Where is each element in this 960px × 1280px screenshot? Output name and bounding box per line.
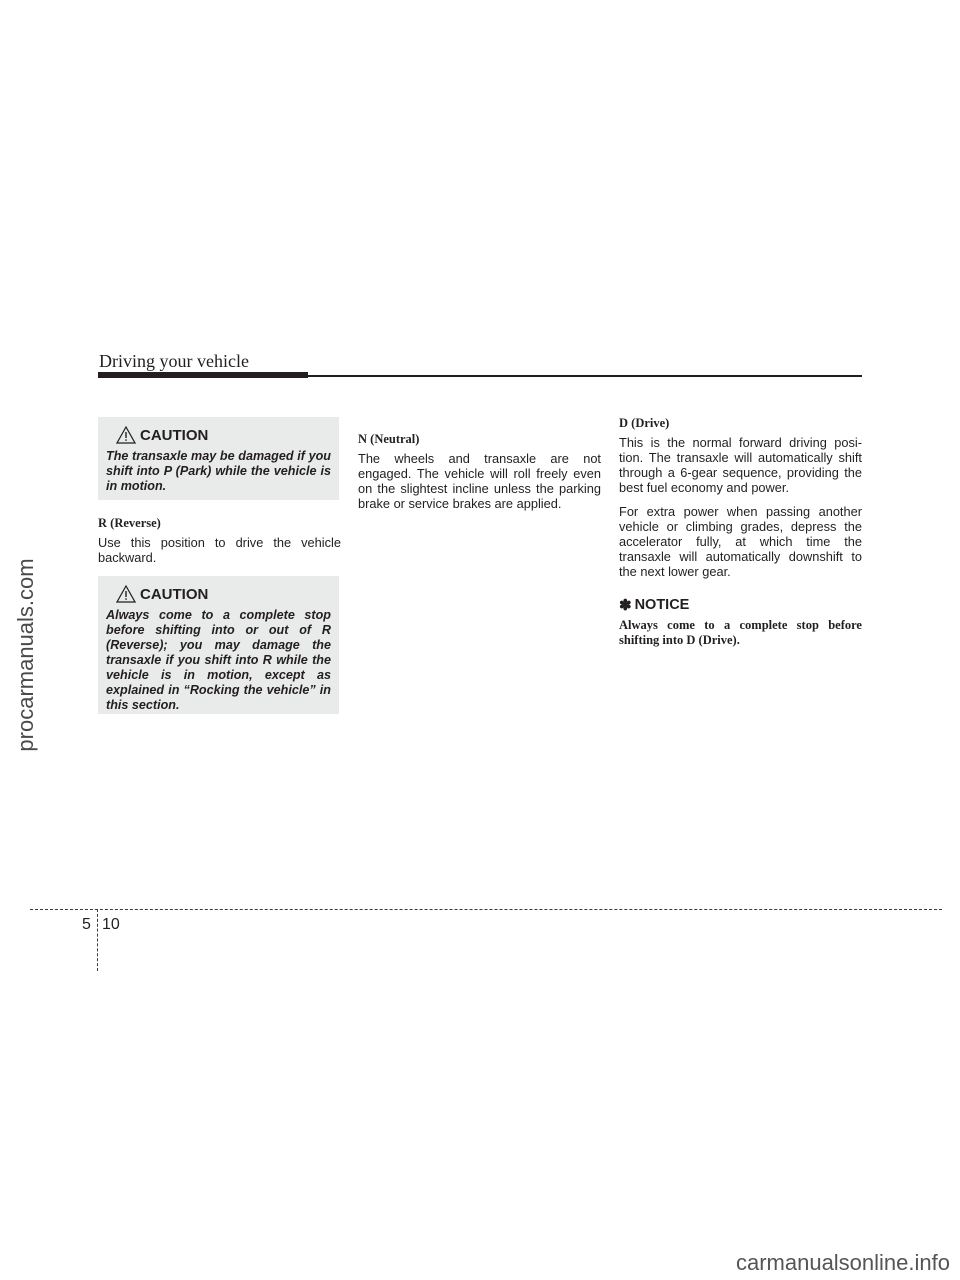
side-watermark-text: procarmanuals.com (13, 558, 38, 752)
notice-text: Always come to a complete stop before shifting into D (Drive). (619, 618, 862, 647)
neutral-text: The wheels and transaxle are not engaged. The vehicle will roll freely even on the slightest incline unless the parking brake or service brakes are applied. (358, 451, 601, 511)
caution-header (116, 582, 331, 606)
bottom-watermark: carmanualsonline.info (735, 1250, 950, 1275)
warning-triangle-icon (116, 585, 136, 603)
side-watermark (6, 545, 46, 765)
neutral-heading: N (Neutral) (358, 432, 420, 446)
caution-box-park (98, 417, 339, 500)
caution-text: The transaxle may be damaged if you shift into P (Park) while the vehicle is in motion. (106, 449, 331, 493)
footer-dashed-rule (30, 909, 942, 910)
page-chapter-number: 5 (82, 916, 91, 933)
reverse-text: Use this position to drive the vehicle backward. (98, 535, 341, 565)
reverse-heading: R (Reverse) (98, 516, 161, 530)
notice-star-icon: ✽ (619, 597, 632, 614)
caution-box-reverse (98, 576, 339, 714)
notice-header (619, 596, 862, 614)
header-rule (98, 375, 862, 377)
caution-text: Always come to a complete stop before shifting into or out of R (Reverse); you may damage the transaxle if you shift into R while the vehicle is in motion, except as explained in “Rocking the vehicle” in this section. (106, 608, 331, 712)
neutral-section (358, 432, 601, 511)
chapter-header-title: Driving your vehicle (99, 351, 249, 371)
notice-section (619, 596, 862, 648)
footer-dashed-divider (97, 909, 98, 971)
drive-paragraph: This is the normal forward driving posi-tion. The transaxle will automatically shift through a 6-gear sequence, providing the best fuel economy and power. (619, 435, 862, 495)
drive-paragraph: For extra power when passing another vehicle or climbing grades, depress the accelerator fully, at which time the transaxle will automatically downshift to the next lower gear. (619, 504, 862, 579)
warning-triangle-icon (116, 426, 136, 444)
caution-title: CAUTION (140, 426, 209, 444)
page-number: 10 (102, 916, 120, 933)
caution-title: CAUTION (140, 585, 209, 603)
notice-title: NOTICE (634, 597, 690, 613)
caution-header (116, 423, 331, 447)
drive-heading: D (Drive) (619, 416, 670, 430)
drive-section (619, 416, 862, 579)
reverse-section (98, 516, 341, 565)
